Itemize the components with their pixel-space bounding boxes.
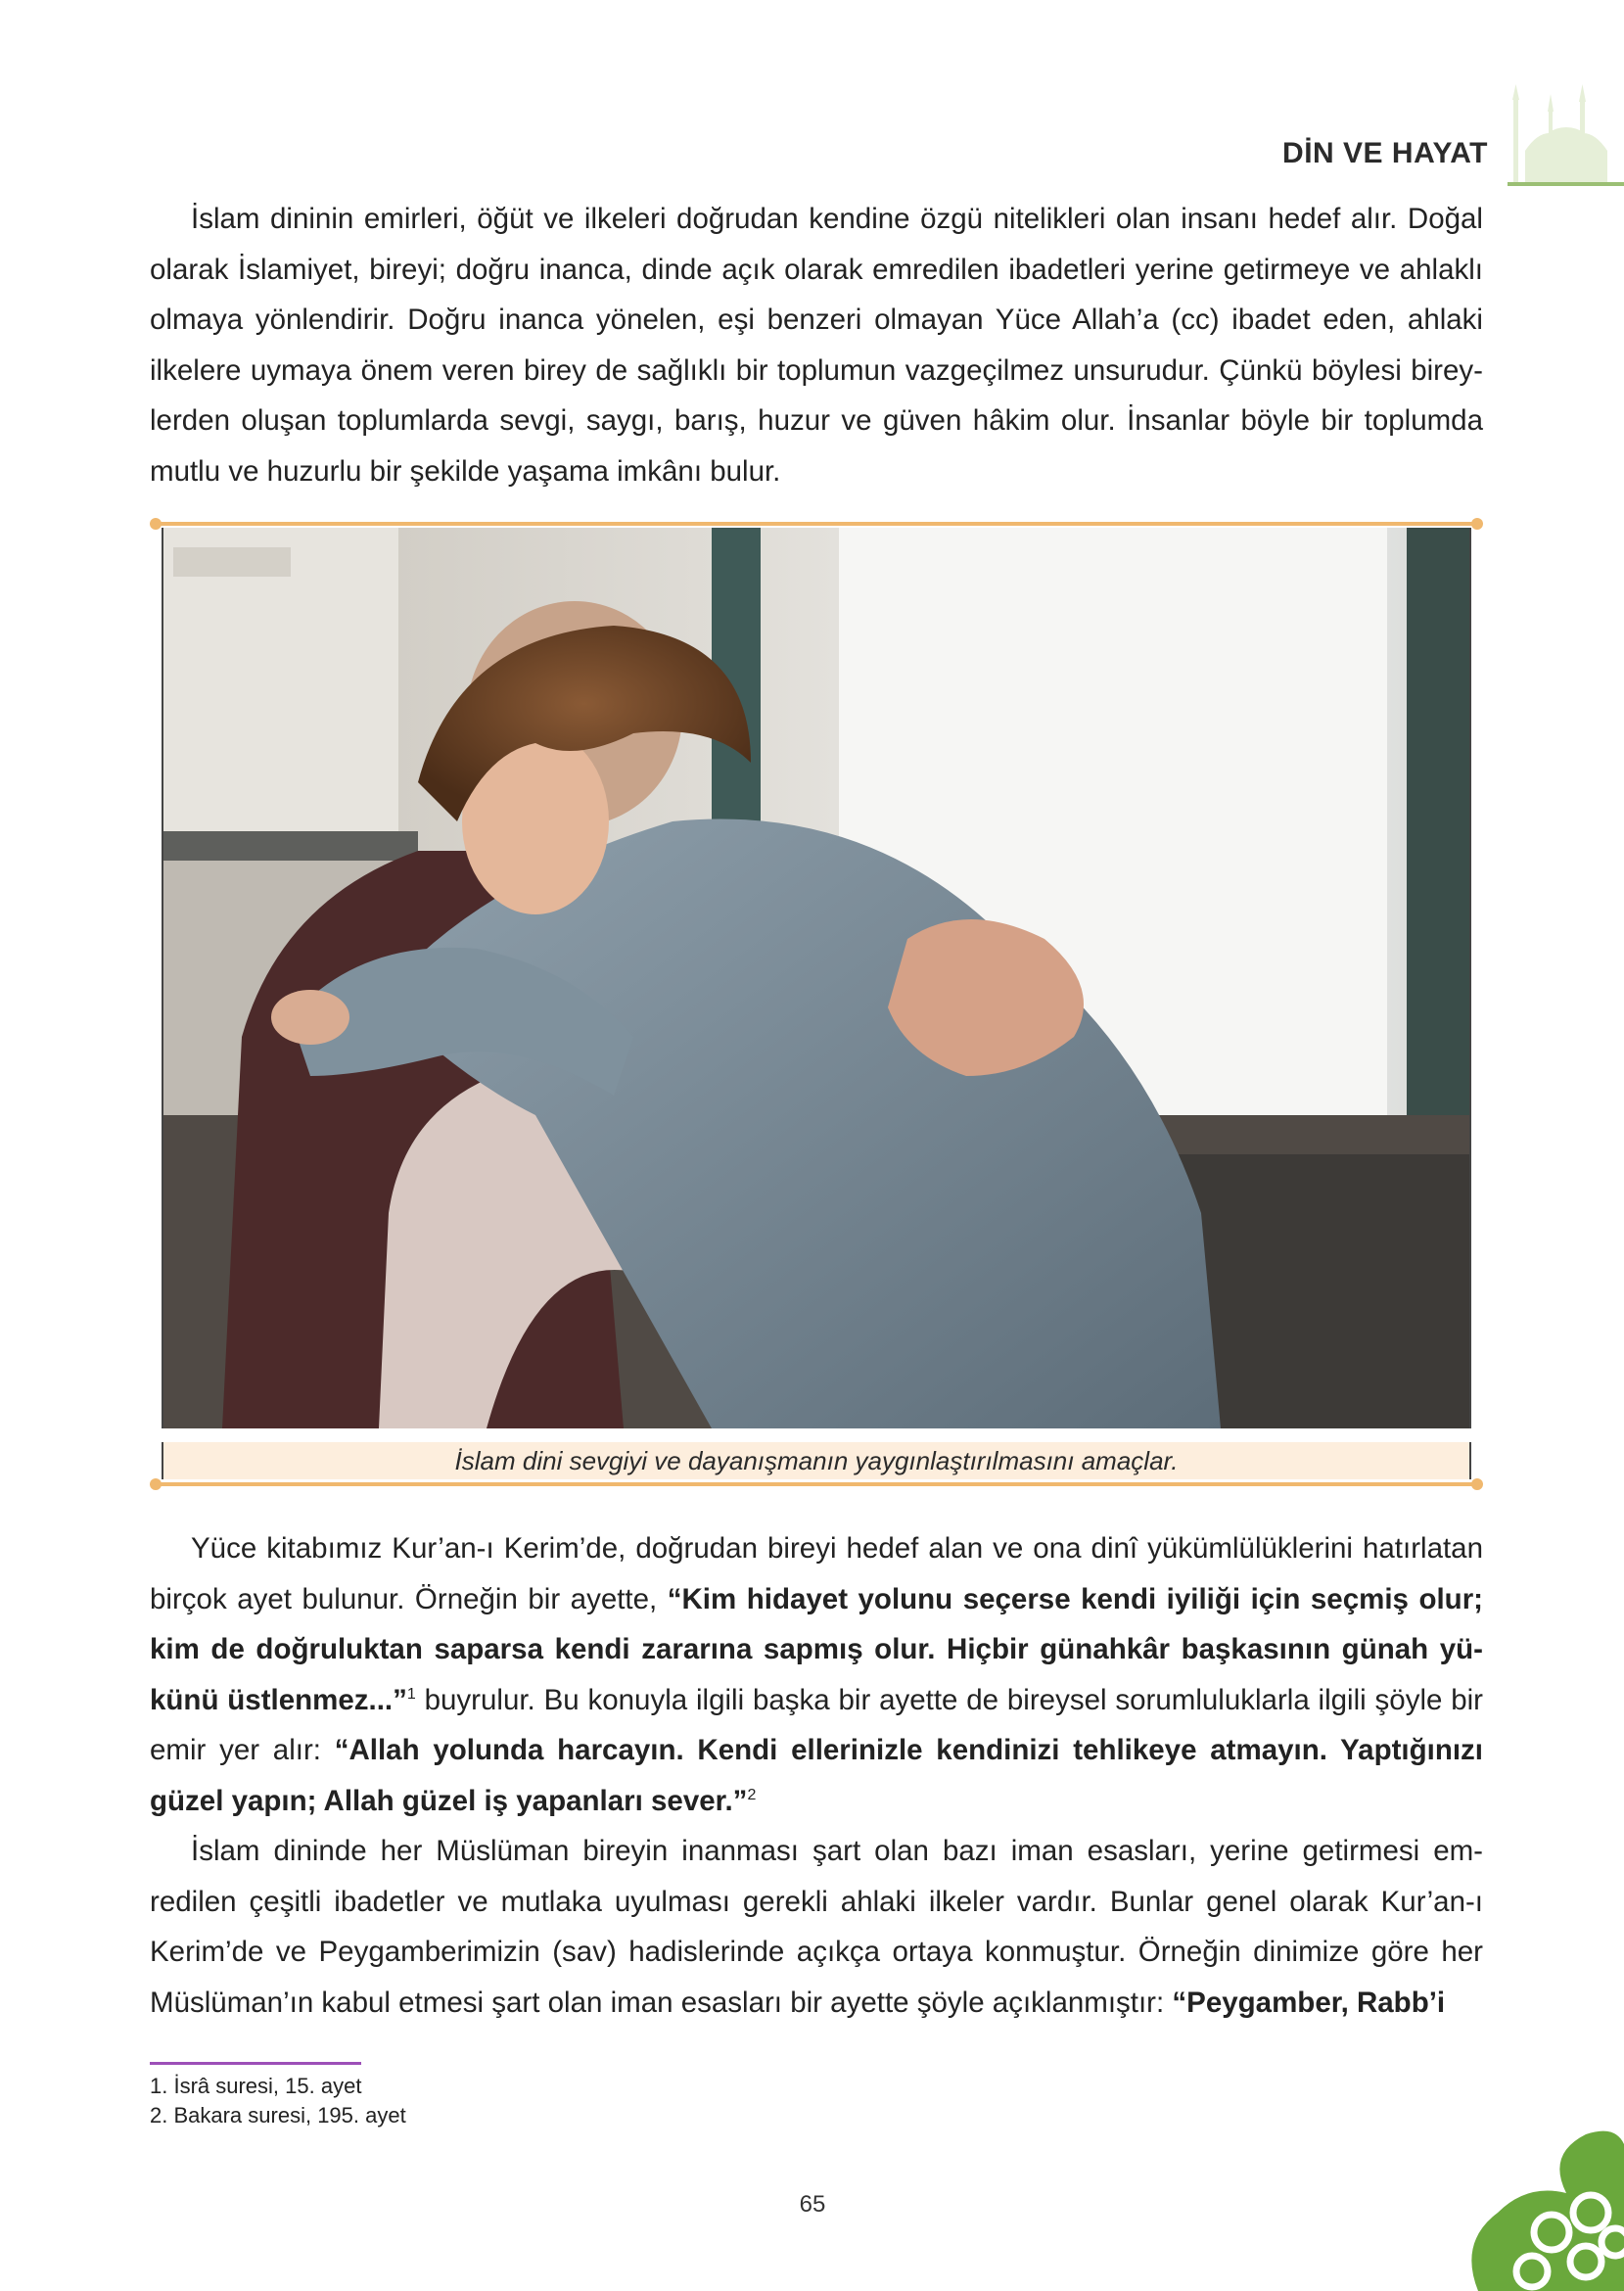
figure-dot <box>1471 1478 1483 1490</box>
quote-1: “Kim hidayet yolunu seçerse kendi iyiliği için seçmiş olur; kim de doğruluktan saparsa kendi zararına sapmış olur. Hiçbir günahkâr başkasının günah yükünü üstlenmez...” <box>150 1582 1483 1716</box>
figure-dot <box>150 518 162 530</box>
footnote-2: 2. Bakara suresi, 195. ayet <box>150 2103 406 2127</box>
footnote-1: 1. İsrâ suresi, 15. ayet <box>150 2074 362 2098</box>
figure <box>150 516 1483 1489</box>
footnotes <box>150 2072 406 2130</box>
body-text <box>150 1523 1483 2028</box>
footnote-rule <box>150 2062 361 2065</box>
figure-photo <box>162 528 1471 1428</box>
figure-caption: İslam dini sevgiyi ve dayanışmanın yaygınlaştırılmasını amaçlar. <box>162 1442 1471 1479</box>
paragraph-2-text-a: Yüce kitabımız Kur’an-ı Kerim’de, doğrudan bireyi hedef alan ve ona dinî yükümlülüklerini hatırlatan birçok ayet bulunur. Örneğin bir ayette, <box>150 1532 1483 1615</box>
quote-2: “Allah yolunda harcayın. Kendi ellerinizle kendinizi tehlikeye atmayın. Yaptığınızı güzel yapın; Allah güzel iş yapanları sever.” <box>150 1734 1483 1817</box>
footnote-ref-2: 2 <box>747 1786 757 1803</box>
quote-3: “Peygamber, Rabb’i <box>1172 1986 1446 2019</box>
intro-text <box>150 194 1483 496</box>
paragraph-3-text: İslam dininde her Müslüman bireyin inanması şart olan bazı iman esasları, yerine getirmesi emredilen çeşitli ibadetler ve mutlaka uyulması gerekli ahlaki ilkeler vardır. Bunlar genel olarak Kur’an-ı Kerim’de ve Peygamberimizin (sav) hadislerinde açıkça ortaya konmuştur. Örneğin dinimize göre her Müslüman’ın kabul etmesi şart olan iman esasları bir ayette şöyle açıklanmıştır: <box>150 1835 1483 2019</box>
figure-dot <box>150 1478 162 1490</box>
figure-dot <box>1471 518 1483 530</box>
section-title: DİN VE HAYAT <box>1282 137 1488 169</box>
footnote-ref-1: 1 <box>406 1685 416 1703</box>
figure-top-border <box>156 522 1477 526</box>
intro-paragraph: İslam dininin emirleri, öğüt ve ilkeleri doğrudan kendine özgü nitelikleri olan insanı hedef alır. Doğal olarak İslamiyet, bireyi; doğru inanca, dinde açık olarak emredilen ibadetleri yerine getirmeye ve ahlaklı olmaya yönlendirir. Doğru inanca yönelen, eşi benzeri olmayan Yüce Allah’a (cc) ibadet eden, ahlaki ilkelere uymaya önem veren birey de sağlıklı bir toplumun vazgeçilmez unsurudur. Çünkü böylesi bireylerden oluşan toplumlarda sevgi, saygı, barış, huzur ve güven hâkim olur. İnsanlar böyle bir toplumda mutlu ve huzurlu bir şekilde yaşama imkânı bulur. <box>150 203 1483 488</box>
page-number: 65 <box>799 2191 826 2218</box>
mosque-silhouette-icon <box>1506 82 1624 184</box>
paragraph-2 <box>150 1523 1483 1826</box>
paragraph-2-text-b: buyrulur. Bu konuyla ilgili başka bir ayette de bireysel sorumluluklarla ilgili şöyle bir emir yer alır: <box>150 1683 1484 1766</box>
floral-ornament-icon <box>1459 2125 1624 2291</box>
hug-photo-illustration <box>163 528 1469 1428</box>
figure-bottom-border <box>156 1482 1477 1486</box>
paragraph-3 <box>150 1826 1483 2028</box>
header-rule <box>1508 182 1624 186</box>
